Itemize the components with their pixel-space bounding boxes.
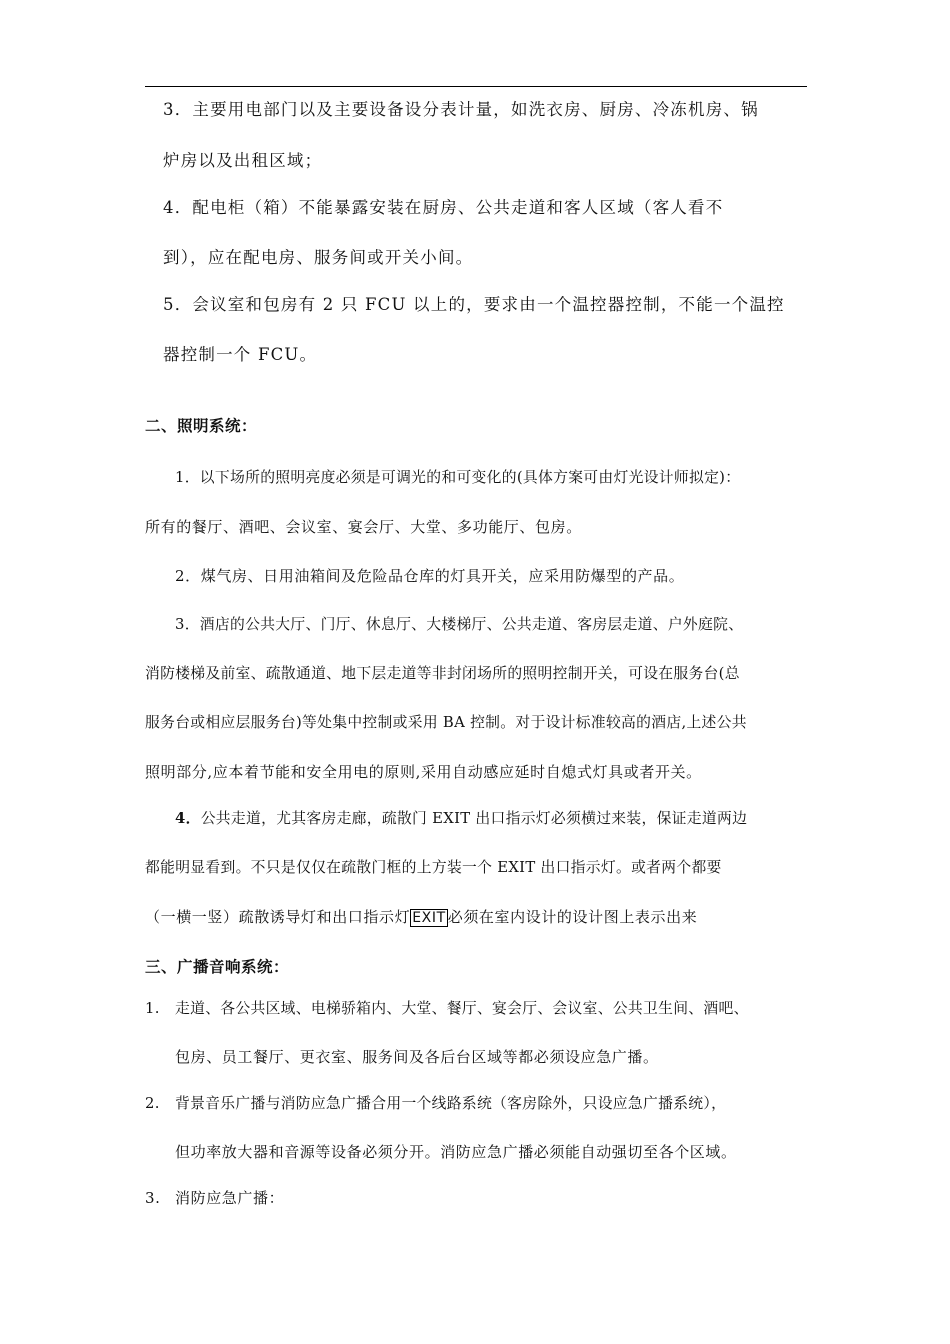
lighting-p4-line-3 xyxy=(145,906,697,929)
item-3-line-1: 3．主要用电部门以及主要设备设分表计量，如洗衣房、厨房、冷冻机房、锅 xyxy=(163,100,759,119)
item-4-line-1: 4．配电柜（箱）不能暴露安装在厨房、公共走道和客人区域（客人看不 xyxy=(163,198,724,217)
lighting-p4-line-3-pre: （一横一竖）疏散诱导灯和出口指示灯 xyxy=(145,908,411,926)
lighting-p1-line-1: 1．以下场所的照明亮度必须是可调光的和可变化的(具体方案可由灯光设计师拟定)： xyxy=(175,469,741,486)
lighting-p4-line-1 xyxy=(175,808,747,830)
item-4-line-2: 到），应在配电房、服务间或开关小间。 xyxy=(163,248,474,267)
lighting-p3-line-3: 服务台或相应层服务台)等处集中控制或采用 BA 控制。对于设计标准较高的酒店,上述公共 xyxy=(145,714,747,731)
lighting-p2-line-1: 2．煤气房、日用油箱间及危险品仓库的灯具开关，应采用防爆型的产品。 xyxy=(175,567,685,585)
item-5-line-2: 器控制一个 FCU。 xyxy=(163,345,318,364)
lighting-p4-line-3-post: 必须在室内设计的设计图上表示出来 xyxy=(447,908,698,926)
broadcast-item-3-text: 消防应急广播： xyxy=(175,1189,285,1207)
lighting-p3-line-1: 3．酒店的公共大厅、门厅、休息厅、大楼梯厅、公共走道、客房层走道、户外庭院、 xyxy=(175,616,744,633)
exit-sign-box: EXIT xyxy=(412,910,446,926)
lighting-p3-line-4: 照明部分,应本着节能和安全用电的原则,采用自动感应延时自熄式灯具或者开关。 xyxy=(145,763,702,781)
broadcast-item-1-number: 1. xyxy=(145,1000,160,1017)
broadcast-item-2-line-1 xyxy=(145,1093,726,1115)
broadcast-item-3-number: 3. xyxy=(145,1189,161,1207)
broadcast-item-1-text: 走道、各公共区域、电梯骄箱内、大堂、餐厅、宴会厅、会议室、公共卫生间、酒吧、 xyxy=(175,1000,749,1017)
broadcast-item-1-line-1 xyxy=(145,998,749,1020)
lighting-p1-line-2: 所有的餐厅、酒吧、会议室、宴会厅、大堂、多功能厅、包房。 xyxy=(145,518,582,536)
item-5-line-1: 5．会议室和包房有 2 只 FCU 以上的，要求由一个温控器控制，不能一个温控 xyxy=(163,295,785,314)
lighting-heading: 二、照明系统： xyxy=(145,417,258,435)
broadcast-item-3-line-1 xyxy=(145,1187,284,1209)
lighting-p4-line-2: 都能明显看到。不只是仅仅在疏散门框的上方装一个 EXIT 出口指示灯。或者两个都要 xyxy=(145,859,722,876)
item-3-line-2: 炉房以及出租区域； xyxy=(163,151,323,170)
broadcast-item-1-line-2: 包房、员工餐厅、更衣室、服务间及各后台区域等都必须设应急广播。 xyxy=(175,1048,659,1066)
header-rule xyxy=(145,86,807,87)
broadcast-heading: 三、广播音响系统： xyxy=(145,958,290,976)
lighting-p4-number: 4． xyxy=(175,810,201,827)
broadcast-item-2-line-2: 但功率放大器和音源等设备必须分开。消防应急广播必须能自动强切至各个区域。 xyxy=(175,1143,737,1161)
lighting-p4-text: 公共走道，尤其客房走廊，疏散门 EXIT 出口指示灯必须横过来装，保证走道两边 xyxy=(200,810,748,827)
broadcast-item-2-number: 2. xyxy=(145,1095,160,1112)
lighting-p3-line-2: 消防楼梯及前室、疏散通道、地下层走道等非封闭场所的照明控制开关，可设在服务台(总 xyxy=(145,665,740,682)
broadcast-item-2-text: 背景音乐广播与消防应急广播合用一个线路系统（客房除外，只设应急广播系统）， xyxy=(175,1095,727,1112)
